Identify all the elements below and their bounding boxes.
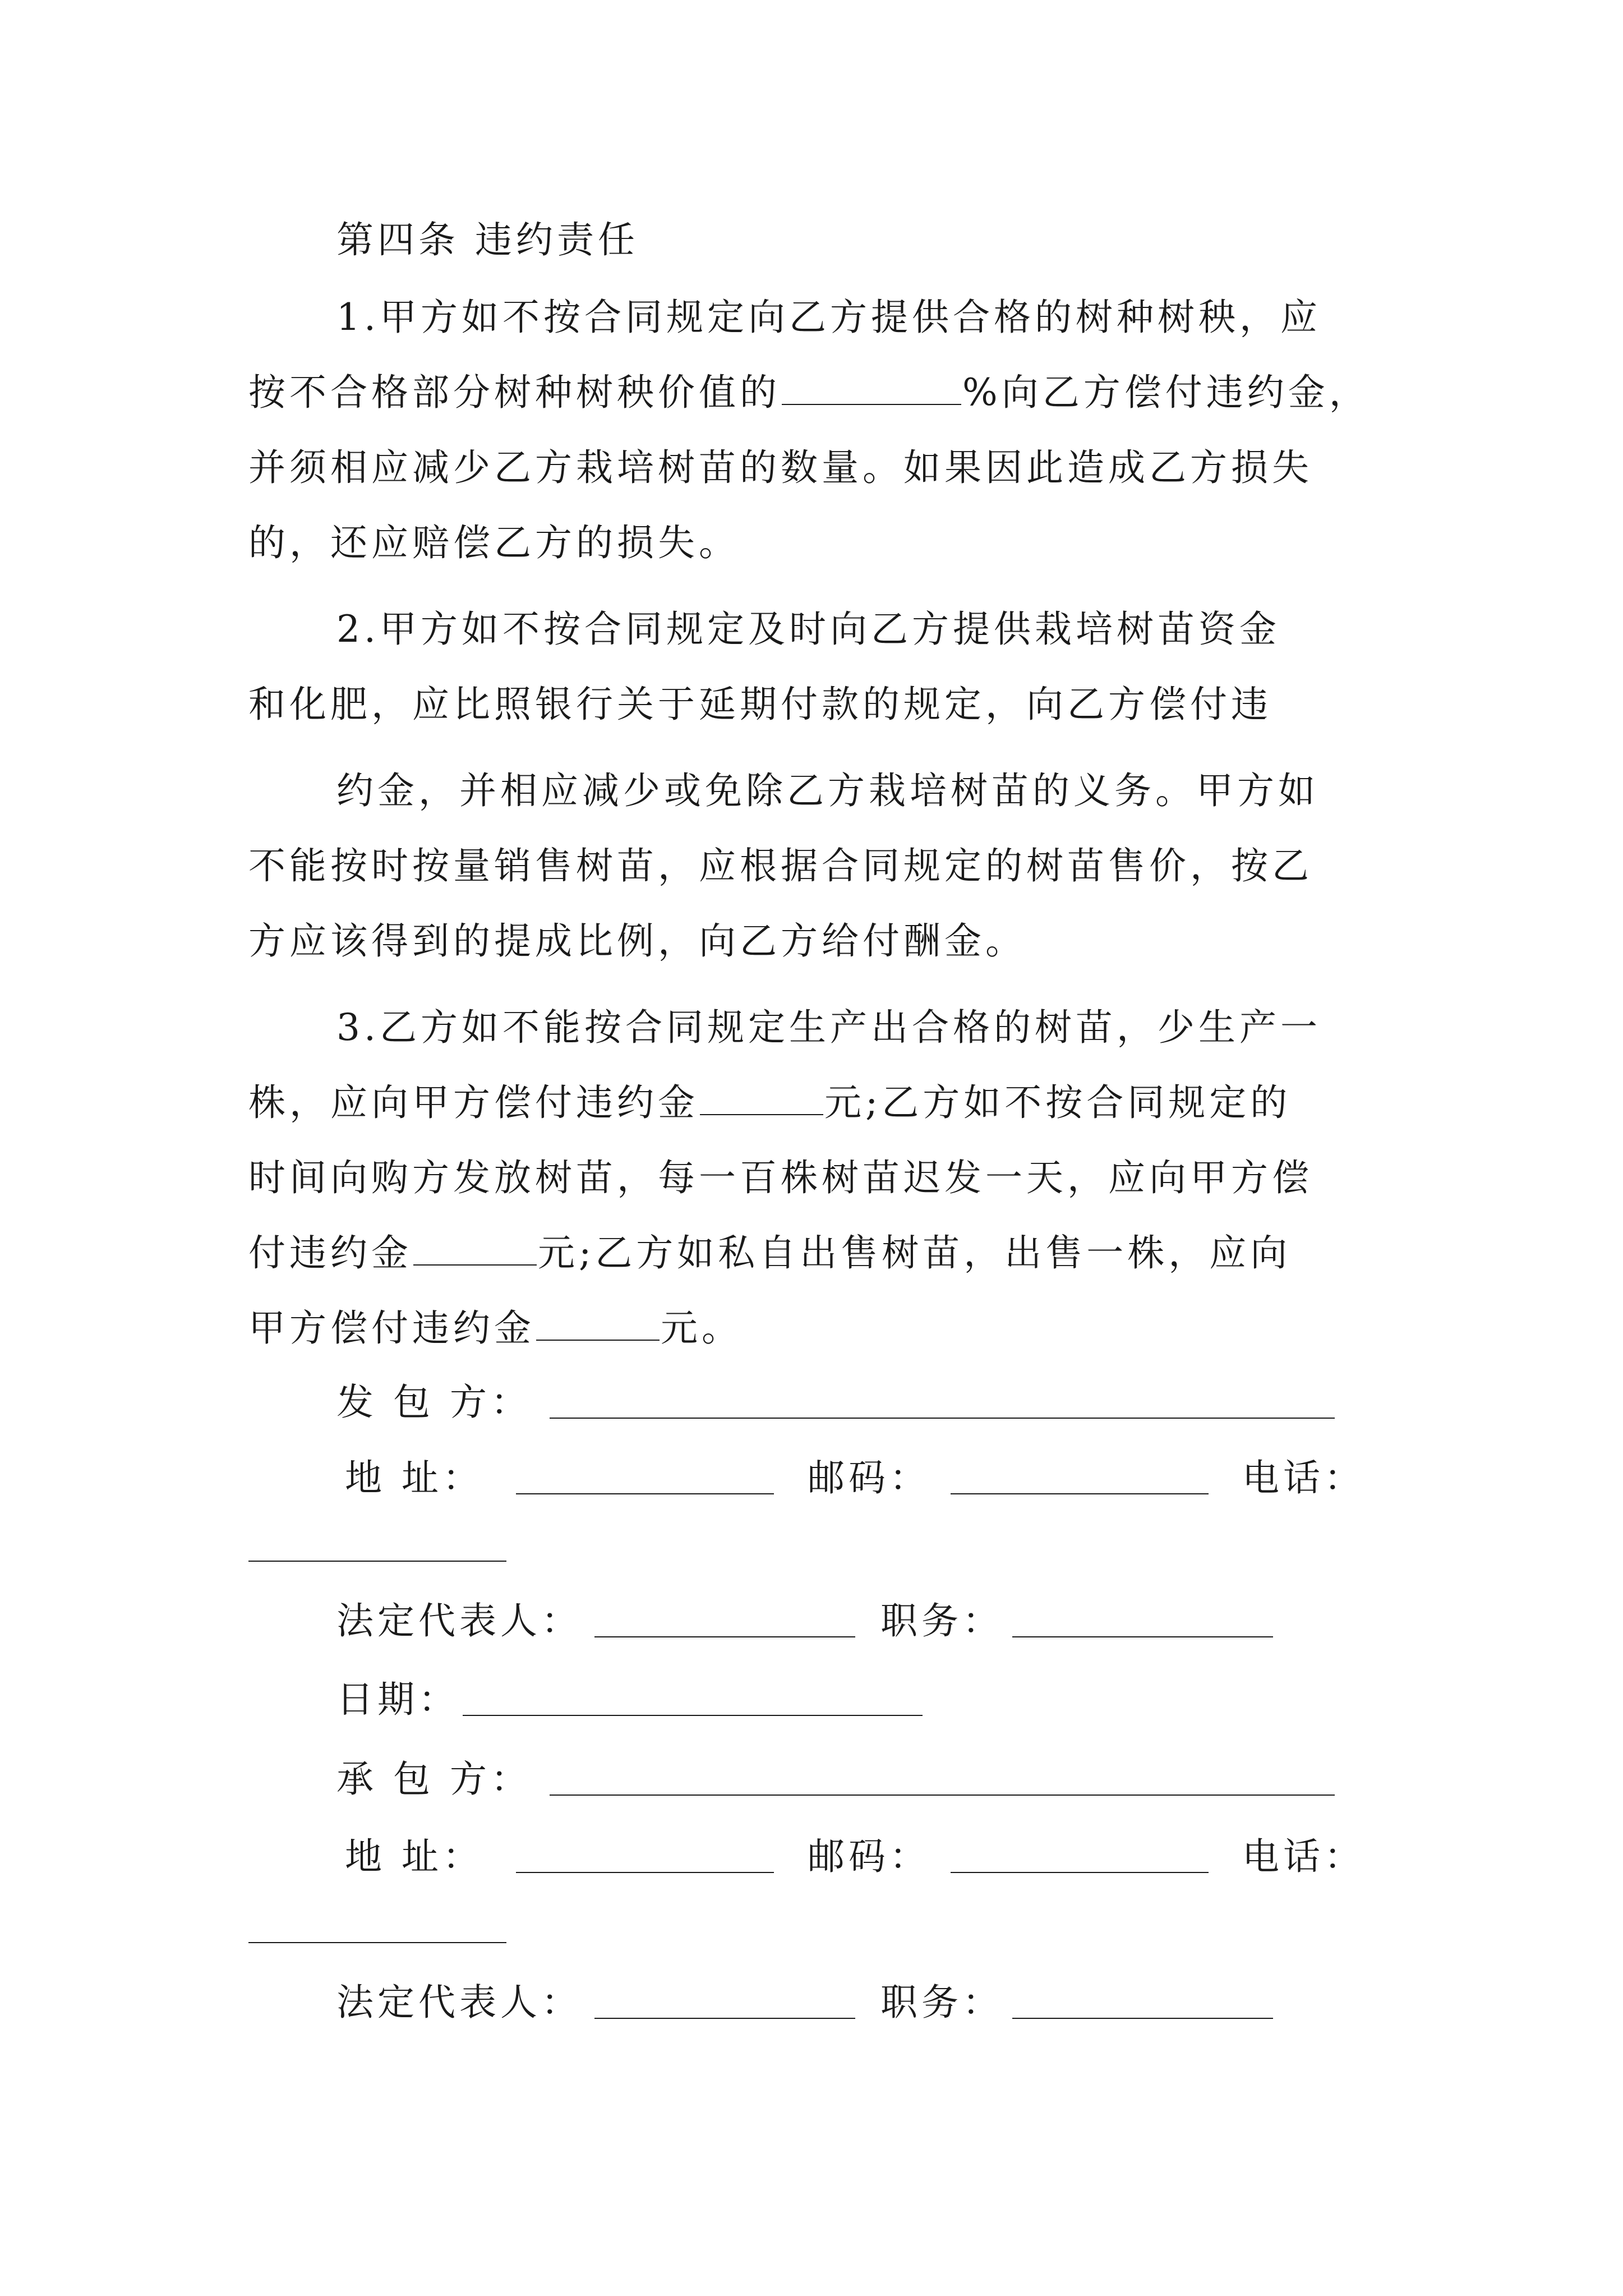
party-b-address-field[interactable] <box>516 1872 774 1873</box>
p2-line-1: 2.甲方如不按合同规定及时向乙方提供栽培树苗资金 <box>336 608 1280 651</box>
p2-line-2: 和化肥，应比照银行关于延期付款的规定，向乙方偿付违 <box>248 683 1272 726</box>
p3-line-4-text-a: 付违约金 <box>248 1231 412 1274</box>
party-a-rep-field[interactable] <box>594 1636 855 1637</box>
p3-line-1: 3.乙方如不能按合同规定生产出合格的树苗，少生产一 <box>336 1006 1321 1049</box>
penalty-per-tree-blank[interactable] <box>700 1082 823 1115</box>
party-a-label: 发 包 方： <box>336 1381 532 1424</box>
party-b-postcode-label: 邮码： <box>808 1835 930 1878</box>
p3-line-2-text-b: 元;乙方如不按合同规定的 <box>824 1081 1292 1124</box>
section-title: 第四条 违约责任 <box>336 218 639 261</box>
party-b-title-label: 职务： <box>880 1981 1003 2024</box>
party-b-title-field[interactable] <box>1012 2018 1273 2019</box>
party-a-phone-field[interactable] <box>248 1561 506 1562</box>
party-b-postcode-field[interactable] <box>951 1872 1209 1873</box>
party-b-phone-field[interactable] <box>248 1942 506 1943</box>
p1-line-1: 1.甲方如不按合同规定向乙方提供合格的树种树秧，应 <box>336 296 1321 339</box>
p1-line-2-text-b: %向乙方偿付违约金， <box>962 371 1370 414</box>
p3-line-2-text-a: 株，应向甲方偿付违约金 <box>248 1081 699 1124</box>
p2-line-5: 方应该得到的提成比例，向乙方给付酬金。 <box>248 919 1026 963</box>
p3-line-4 <box>248 1228 1291 1278</box>
p1-line-4: 的，还应赔偿乙方的损失。 <box>248 521 740 564</box>
party-a-address-label: 地 址： <box>345 1456 483 1499</box>
party-a-phone-label: 电话： <box>1242 1456 1365 1499</box>
party-a-date-label: 日期： <box>336 1678 459 1721</box>
p3-line-5 <box>248 1303 743 1354</box>
p1-line-2 <box>248 367 1370 418</box>
p1-line-3: 并须相应减少乙方栽培树苗的数量。如果因此造成乙方损失 <box>248 446 1313 489</box>
party-b-name-field[interactable] <box>550 1795 1335 1796</box>
party-a-rep-label: 法定代表人： <box>336 1599 582 1642</box>
party-a-postcode-field[interactable] <box>951 1493 1209 1494</box>
party-a-name-field[interactable] <box>550 1418 1335 1419</box>
penalty-private-sale-blank[interactable] <box>536 1307 660 1341</box>
p3-line-4-text-b: 元;乙方如私自出售树苗，出售一株，应向 <box>538 1231 1292 1274</box>
p3-line-5-text-a: 甲方偿付违约金 <box>248 1306 535 1350</box>
party-b-label: 承 包 方： <box>336 1757 532 1801</box>
penalty-late-delivery-blank[interactable] <box>413 1232 537 1266</box>
p2-line-3: 约金，并相应减少或免除乙方栽培树苗的义务。甲方如 <box>336 769 1319 812</box>
percentage-blank[interactable] <box>782 371 961 405</box>
p3-line-3: 时间向购方发放树苗，每一百株树苗迟发一天，应向甲方偿 <box>248 1156 1313 1199</box>
party-a-address-field[interactable] <box>516 1493 774 1494</box>
party-b-address-label: 地 址： <box>345 1835 483 1878</box>
party-a-title-label: 职务： <box>880 1599 1003 1642</box>
p3-line-5-text-b: 元。 <box>661 1306 743 1350</box>
party-a-date-field[interactable] <box>463 1715 923 1716</box>
party-b-phone-label: 电话： <box>1242 1835 1365 1878</box>
party-a-title-field[interactable] <box>1012 1636 1273 1637</box>
party-a-postcode-label: 邮码： <box>808 1456 930 1499</box>
p1-line-2-text-a: 按不合格部分树种树秧价值的 <box>248 371 781 414</box>
p3-line-2 <box>248 1078 1291 1128</box>
party-b-rep-label: 法定代表人： <box>336 1981 582 2024</box>
p2-line-4: 不能按时按量销售树苗，应根据合同规定的树苗售价，按乙 <box>248 844 1313 887</box>
party-b-rep-field[interactable] <box>594 2018 855 2019</box>
